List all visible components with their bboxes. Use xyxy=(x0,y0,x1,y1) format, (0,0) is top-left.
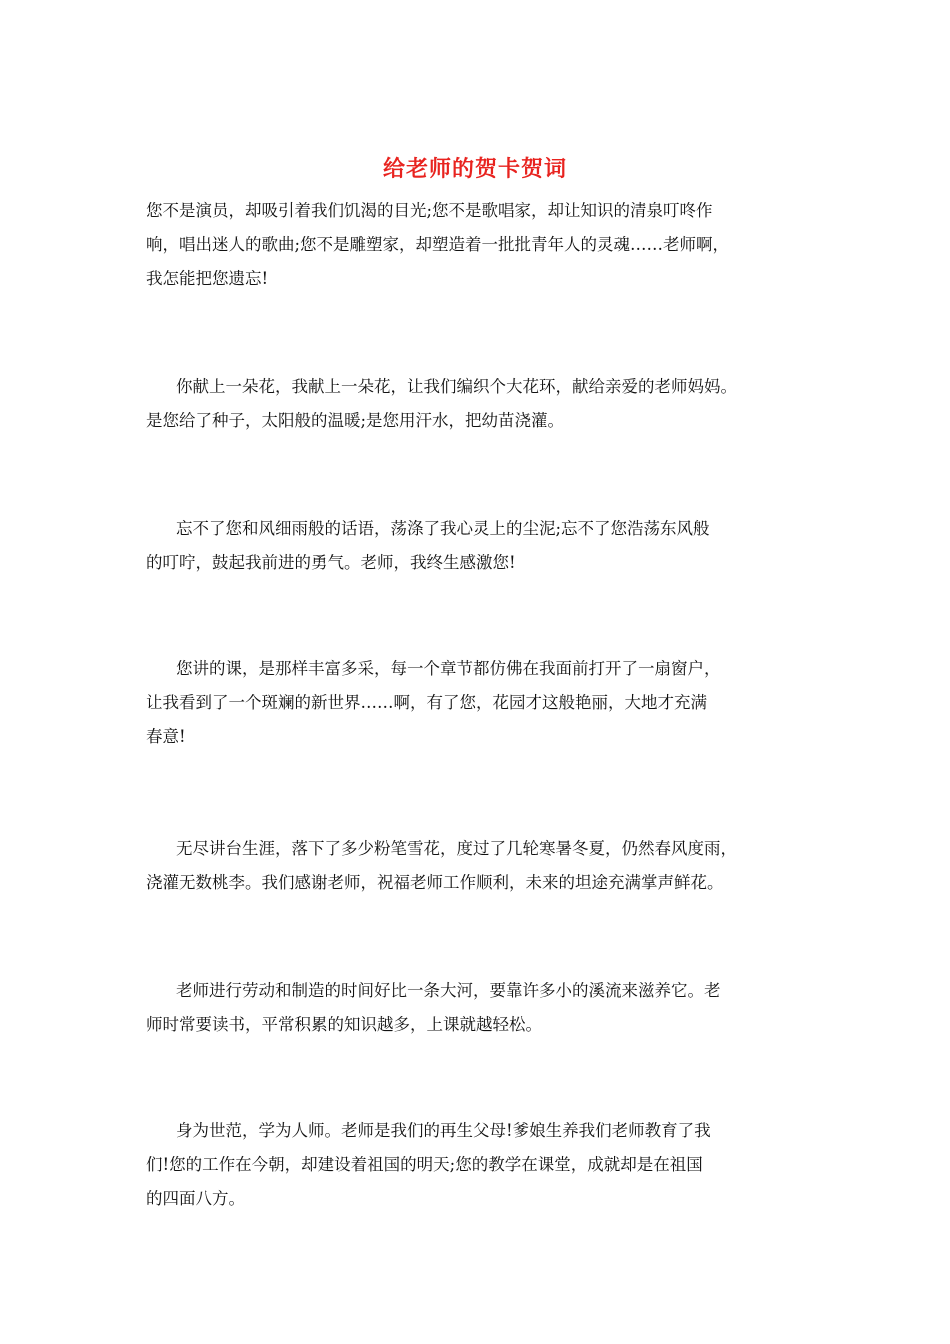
paragraph-line: 们!您的工作在今朝，却建设着祖国的明天;您的教学在课堂，成就却是在祖国 xyxy=(146,1155,703,1174)
paragraph-6 xyxy=(146,974,826,1042)
paragraph-line: 师时常要读书，平常积累的知识越多，上课就越轻松。 xyxy=(146,1015,542,1034)
paragraph-line: 忘不了您和风细雨般的话语，荡涤了我心灵上的尘泥;忘不了您浩荡东风般 xyxy=(176,519,710,538)
paragraph-line: 是您给了种子，太阳般的温暖;是您用汗水，把幼苗浇灌。 xyxy=(146,411,565,430)
paragraph-2 xyxy=(146,370,826,438)
paragraph-line: 让我看到了一个斑斓的新世界……啊，有了您，花园才这般艳丽，大地才充满 xyxy=(146,693,707,712)
paragraph-line: 你献上一朵花，我献上一朵花，让我们编织个大花环，献给亲爱的老师妈妈。 xyxy=(176,377,737,396)
paragraph-5 xyxy=(146,832,826,900)
paragraph-line: 的四面八方。 xyxy=(146,1189,245,1208)
paragraph-line: 的叮咛，鼓起我前进的勇气。老师，我终生感激您! xyxy=(146,553,516,572)
paragraph-line: 身为世范，学为人师。老师是我们的再生父母!爹娘生养我们老师教育了我 xyxy=(176,1121,711,1140)
paragraph-4 xyxy=(146,652,826,754)
paragraph-3 xyxy=(146,512,826,580)
paragraph-line: 响，唱出迷人的歌曲;您不是雕塑家，却塑造着一批批青年人的灵魂……老师啊， xyxy=(146,235,730,254)
document-title: 给老师的贺卡贺词 xyxy=(382,156,567,182)
paragraph-line: 您不是演员，却吸引着我们饥渴的目光;您不是歌唱家，却让知识的清泉叮咚作 xyxy=(146,201,713,220)
paragraph-line: 浇灌无数桃李。我们感谢老师，祝福老师工作顺利，未来的坦途充满掌声鲜花。 xyxy=(146,873,724,892)
paragraph-1 xyxy=(146,194,826,296)
paragraph-7 xyxy=(146,1114,826,1216)
paragraph-line: 老师进行劳动和制造的时间好比一条大河，要靠许多小的溪流来滋养它。老 xyxy=(176,981,721,1000)
paragraph-line: 您讲的课，是那样丰富多采，每一个章节都仿佛在我面前打开了一扇窗户， xyxy=(176,659,721,678)
paragraph-line: 春意! xyxy=(146,727,186,746)
paragraph-line: 我怎能把您遗忘! xyxy=(146,269,269,288)
paragraph-line: 无尽讲台生涯，落下了多少粉笔雪花，度过了几轮寒暑冬夏，仍然春风度雨， xyxy=(176,839,737,858)
